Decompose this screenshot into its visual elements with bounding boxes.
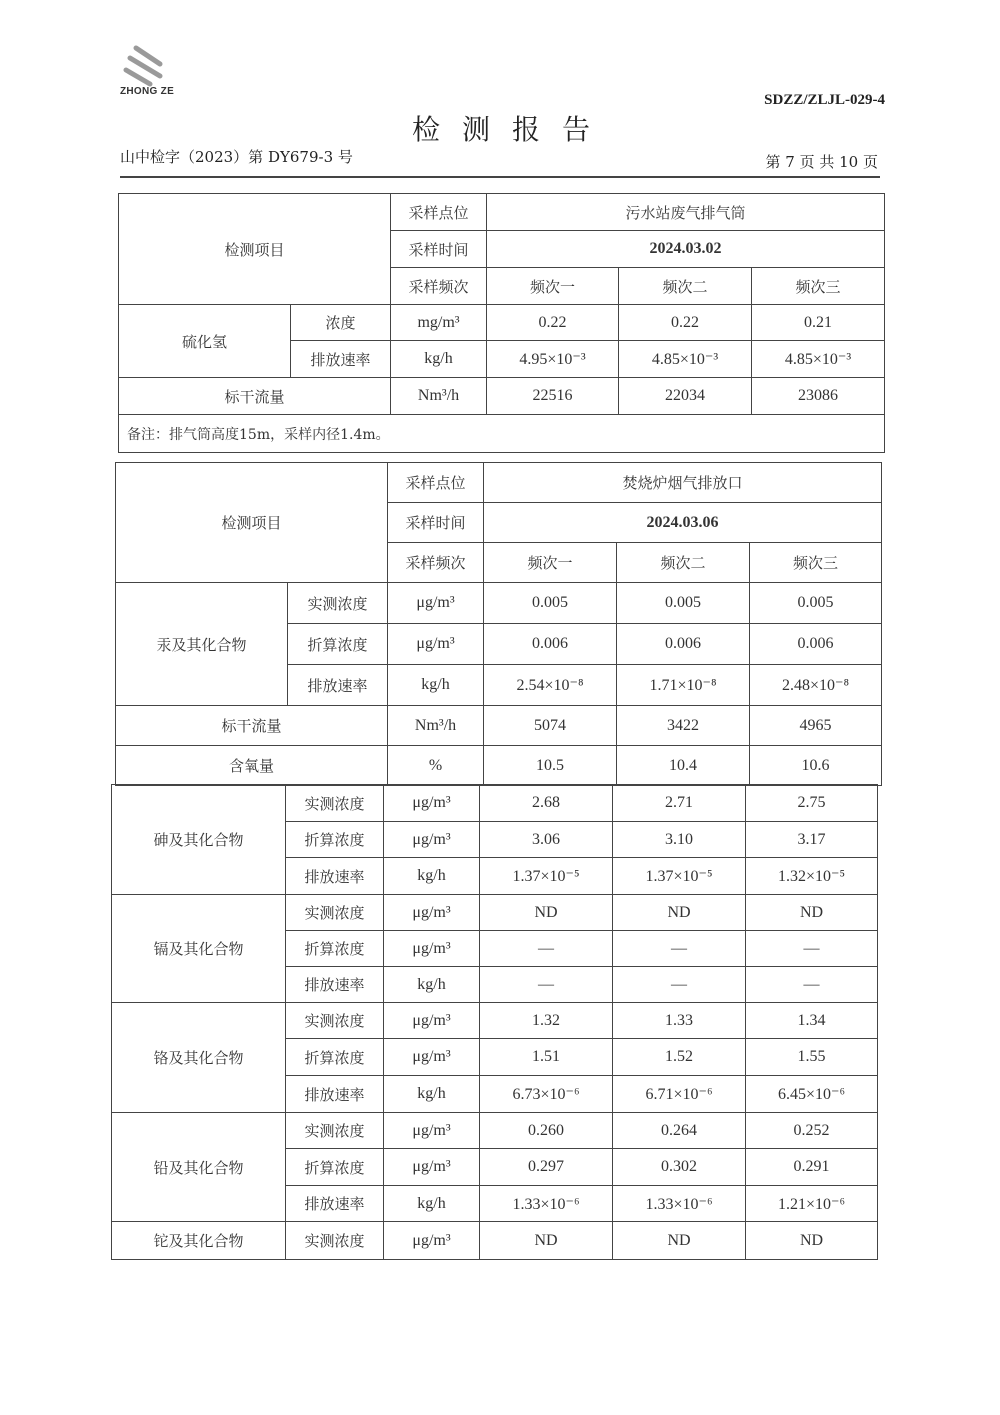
- unit: kg/h: [384, 858, 480, 895]
- incinerator-results-table: [115, 462, 882, 786]
- value-cell: —: [480, 967, 613, 1003]
- unit: μg/m³: [384, 895, 480, 931]
- pollutant-name: 铬及其化合物: [112, 1003, 286, 1113]
- value-cell: 2.54×10⁻⁸: [484, 665, 617, 706]
- unit: μg/m³: [384, 785, 480, 822]
- frequency-3: 频次三: [750, 543, 882, 583]
- table-row: [116, 746, 882, 786]
- value-cell: 1.32: [480, 1003, 613, 1039]
- unit: Nm³/h: [391, 378, 487, 415]
- value-cell: ND: [746, 895, 878, 931]
- unit: μg/m³: [384, 1039, 480, 1076]
- pollutant-name: 汞及其化合物: [116, 583, 288, 706]
- value-cell: 10.6: [750, 746, 882, 786]
- param-label: 排放速率: [286, 1076, 384, 1113]
- unit: kg/h: [391, 341, 487, 378]
- unit: kg/h: [384, 967, 480, 1003]
- value-cell: 10.4: [617, 746, 750, 786]
- unit: mg/m³: [391, 305, 487, 341]
- location-label: 采样点位: [388, 463, 484, 503]
- unit: μg/m³: [384, 931, 480, 967]
- value-cell: 2.48×10⁻⁸: [750, 665, 882, 706]
- value-cell: 22516: [487, 378, 619, 415]
- value-cell: 6.71×10⁻⁶: [613, 1076, 746, 1113]
- value-cell: 1.34: [746, 1003, 878, 1039]
- table-row: [112, 1113, 878, 1149]
- value-cell: —: [613, 931, 746, 967]
- time-label: 采样时间: [391, 231, 487, 268]
- unit: μg/m³: [388, 583, 484, 624]
- param-label: 浓度: [291, 305, 391, 341]
- sewage-station-results-table: [118, 193, 885, 453]
- param-label: 排放速率: [288, 665, 388, 706]
- unit: μg/m³: [384, 1222, 480, 1260]
- param-label: 折算浓度: [288, 624, 388, 665]
- value-cell: 3422: [617, 706, 750, 746]
- frequency-label: 采样频次: [388, 543, 484, 583]
- value-cell: 2.71: [613, 785, 746, 822]
- flow-label: 标干流量: [119, 378, 391, 415]
- flow-label: 标干流量: [116, 706, 388, 746]
- value-cell: 6.45×10⁻⁶: [746, 1076, 878, 1113]
- sampling-date: 2024.03.02: [487, 231, 885, 268]
- value-cell: 1.37×10⁻⁵: [480, 858, 613, 895]
- param-label: 实测浓度: [286, 785, 384, 822]
- param-label: 折算浓度: [286, 1149, 384, 1186]
- unit: kg/h: [384, 1186, 480, 1222]
- value-cell: 23086: [752, 378, 885, 415]
- frequency-2: 频次二: [617, 543, 750, 583]
- value-cell: 1.32×10⁻⁵: [746, 858, 878, 895]
- unit: Nm³/h: [388, 706, 484, 746]
- value-cell: 0.21: [752, 305, 885, 341]
- value-cell: 4.95×10⁻³: [487, 341, 619, 378]
- value-cell: 1.51: [480, 1039, 613, 1076]
- value-cell: 1.55: [746, 1039, 878, 1076]
- sampling-location: 污水站废气排气筒: [487, 194, 885, 231]
- item-header: 检测项目: [119, 194, 391, 305]
- value-cell: 1.21×10⁻⁶: [746, 1186, 878, 1222]
- value-cell: 2.68: [480, 785, 613, 822]
- pollutant-name: 铊及其化合物: [112, 1222, 286, 1260]
- param-label: 排放速率: [291, 341, 391, 378]
- param-label: 排放速率: [286, 858, 384, 895]
- param-label: 折算浓度: [286, 931, 384, 967]
- document-code: SDZZ/ZLJL-029-4: [764, 92, 885, 108]
- value-cell: 3.10: [613, 822, 746, 858]
- param-label: 实测浓度: [288, 583, 388, 624]
- value-cell: 0.22: [487, 305, 619, 341]
- param-label: 排放速率: [286, 967, 384, 1003]
- value-cell: 6.73×10⁻⁶: [480, 1076, 613, 1113]
- time-label: 采样时间: [388, 503, 484, 543]
- value-cell: —: [746, 931, 878, 967]
- value-cell: 1.52: [613, 1039, 746, 1076]
- value-cell: 0.006: [750, 624, 882, 665]
- param-label: 实测浓度: [286, 895, 384, 931]
- value-cell: —: [480, 931, 613, 967]
- pollutant-name: 砷及其化合物: [112, 785, 286, 895]
- param-label: 实测浓度: [286, 1113, 384, 1149]
- frequency-3: 频次三: [752, 268, 885, 305]
- table-row: [119, 378, 885, 415]
- value-cell: 1.33×10⁻⁶: [480, 1186, 613, 1222]
- value-cell: 10.5: [484, 746, 617, 786]
- param-label: 折算浓度: [286, 1039, 384, 1076]
- value-cell: 0.260: [480, 1113, 613, 1149]
- item-header: 检测项目: [116, 463, 388, 583]
- sampling-date: 2024.03.06: [484, 503, 882, 543]
- value-cell: —: [613, 967, 746, 1003]
- value-cell: 0.006: [617, 624, 750, 665]
- value-cell: ND: [613, 1222, 746, 1260]
- value-cell: 0.252: [746, 1113, 878, 1149]
- param-label: 实测浓度: [286, 1222, 384, 1260]
- unit: μg/m³: [384, 1113, 480, 1149]
- param-label: 折算浓度: [286, 822, 384, 858]
- frequency-1: 频次一: [487, 268, 619, 305]
- value-cell: ND: [746, 1222, 878, 1260]
- value-cell: 3.17: [746, 822, 878, 858]
- value-cell: 0.006: [484, 624, 617, 665]
- table-row: [112, 1222, 878, 1260]
- value-cell: 4.85×10⁻³: [752, 341, 885, 378]
- unit: kg/h: [384, 1076, 480, 1113]
- value-cell: 5074: [484, 706, 617, 746]
- frequency-label: 采样频次: [391, 268, 487, 305]
- frequency-1: 频次一: [484, 543, 617, 583]
- value-cell: 0.22: [619, 305, 752, 341]
- unit: μg/m³: [388, 624, 484, 665]
- value-cell: ND: [480, 1222, 613, 1260]
- unit: μg/m³: [384, 1149, 480, 1186]
- unit: %: [388, 746, 484, 786]
- value-cell: 4965: [750, 706, 882, 746]
- table-row: [112, 895, 878, 931]
- value-cell: 0.005: [484, 583, 617, 624]
- table-row: [119, 305, 885, 341]
- logo-text: ZHONG ZE: [120, 86, 175, 97]
- value-cell: —: [746, 967, 878, 1003]
- value-cell: ND: [480, 895, 613, 931]
- frequency-2: 频次二: [619, 268, 752, 305]
- report-number: 山中检字（2023）第 DY679-3 号: [120, 148, 353, 166]
- value-cell: 0.291: [746, 1149, 878, 1186]
- unit: μg/m³: [384, 822, 480, 858]
- page-info: 第 7 页 共 10 页: [765, 153, 878, 171]
- value-cell: 0.264: [613, 1113, 746, 1149]
- report-title: 检测报告: [411, 113, 612, 146]
- value-cell: 4.85×10⁻³: [619, 341, 752, 378]
- value-cell: 0.005: [750, 583, 882, 624]
- value-cell: 0.005: [617, 583, 750, 624]
- param-label: 实测浓度: [286, 1003, 384, 1039]
- table-row: [116, 706, 882, 746]
- pollutant-name: 硫化氢: [119, 305, 291, 378]
- value-cell: ND: [613, 895, 746, 931]
- unit: kg/h: [388, 665, 484, 706]
- value-cell: 22034: [619, 378, 752, 415]
- location-label: 采样点位: [391, 194, 487, 231]
- sampling-location: 焚烧炉烟气排放口: [484, 463, 882, 503]
- table-row: [112, 785, 878, 822]
- heavy-metals-results-table: [111, 784, 878, 1260]
- value-cell: 3.06: [480, 822, 613, 858]
- value-cell: 1.71×10⁻⁸: [617, 665, 750, 706]
- unit: μg/m³: [384, 1003, 480, 1039]
- value-cell: 0.297: [480, 1149, 613, 1186]
- pollutant-name: 镉及其化合物: [112, 895, 286, 1003]
- pollutant-name: 铅及其化合物: [112, 1113, 286, 1222]
- table-row: [116, 583, 882, 624]
- value-cell: 2.75: [746, 785, 878, 822]
- remarks: 备注：排气筒高度15m，采样内径1.4m。: [119, 415, 885, 453]
- oxygen-label: 含氧量: [116, 746, 388, 786]
- value-cell: 1.33×10⁻⁶: [613, 1186, 746, 1222]
- param-label: 排放速率: [286, 1186, 384, 1222]
- header-divider: [120, 176, 880, 178]
- table-row: [112, 1003, 878, 1039]
- value-cell: 0.302: [613, 1149, 746, 1186]
- value-cell: 1.33: [613, 1003, 746, 1039]
- value-cell: 1.37×10⁻⁵: [613, 858, 746, 895]
